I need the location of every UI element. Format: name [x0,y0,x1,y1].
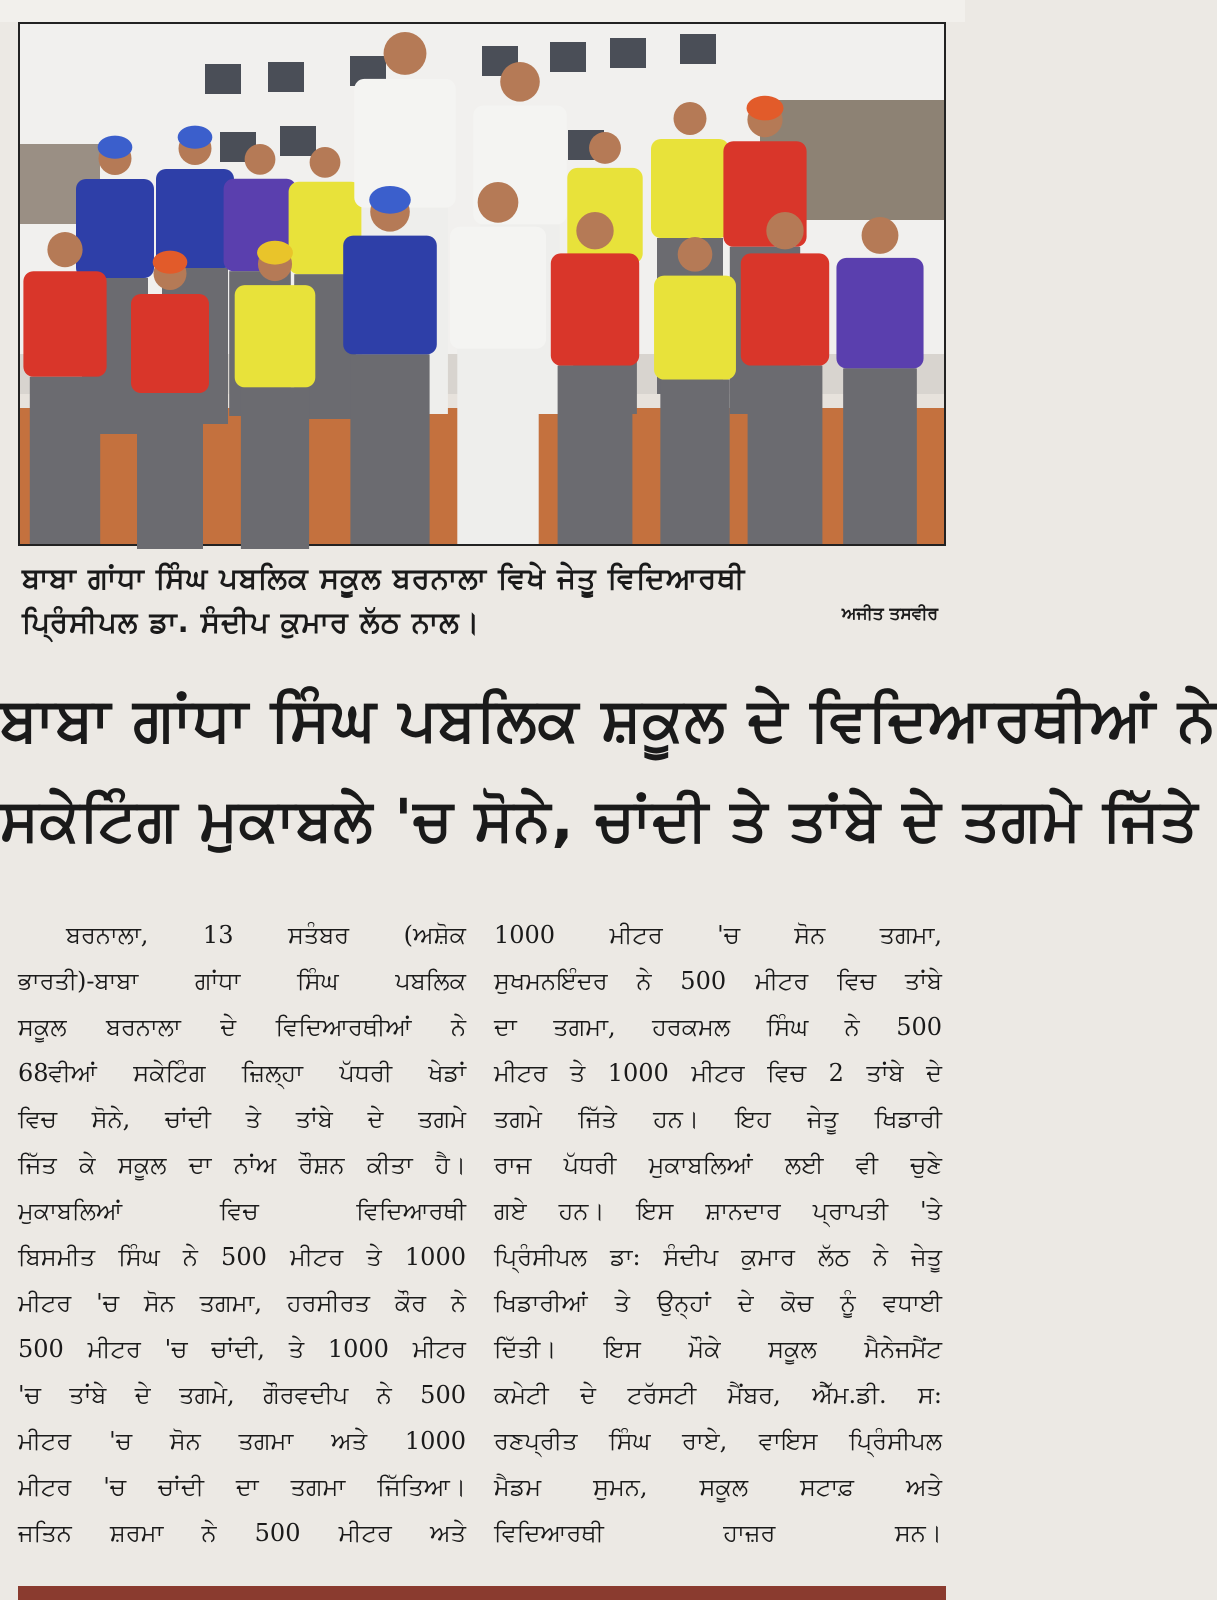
article-line: 68ਵੀਆਂ ਸਕੇਟਿੰਗ ਜ਼ਿਲ੍ਹਾ ਪੱਧਰੀ ਖੇਡਾਂ [18,1059,466,1087]
article-body [18,912,946,1592]
article-line: ਮੁਕਾਬਲਿਆਂ ਵਿਚ ਵਿਦਿਆਰਥੀ [18,1197,466,1225]
article-line: ਦਾ ਤਗਮਾ, ਹਰਕਮਲ ਸਿੰਘ ਨੇ 500 [494,1013,942,1041]
article-line: ਸਕੂਲ ਬਰਨਾਲਾ ਦੇ ਵਿਦਿਆਰਥੀਆਂ ਨੇ [18,1013,466,1041]
photo-credit: ਅਜੀਤ ਤਸਵੀਰ [841,604,938,624]
next-article-photo-edge [18,1586,946,1600]
article-line: 'ਚ ਤਾਂਬੇ ਦੇ ਤਗਮੇ, ਗੌਰਵਦੀਪ ਨੇ 500 [18,1381,466,1409]
article-line: ਜਤਿਨ ਸ਼ਰਮਾ ਨੇ 500 ਮੀਟਰ ਅਤੇ [18,1519,466,1547]
article-line: ਮੀਟਰ ਤੇ 1000 ਮੀਟਰ ਵਿਚ 2 ਤਾਂਬੇ ਦੇ [494,1059,942,1087]
person-figure [450,182,546,544]
article-line: ਤਗਮੇ ਜਿੱਤੇ ਹਨ। ਇਹ ਜੇਤੂ ਖਿਡਾਰੀ [494,1105,942,1133]
article-line: 1000 ਮੀਟਰ 'ਚ ਸੋਨ ਤਗਮਾ, [494,921,942,949]
caption-line-2: ਪ੍ਰਿੰਸੀਪਲ ਡਾ. ਸੰਦੀਪ ਕੁਮਾਰ ਲੱਠ ਨਾਲ। [22,605,481,639]
person-figure [131,251,209,549]
person-figure [23,232,106,544]
news-photo [18,22,946,546]
article-line: ਮੀਟਰ 'ਚ ਸੋਨ ਤਗਮਾ, ਹਰਸੀਰਤ ਕੌਰ ਨੇ [18,1289,466,1317]
group-photo-illustration [20,24,944,544]
article-line: ਵਿਚ ਸੋਨੇ, ਚਾਂਦੀ ਤੇ ਤਾਂਬੇ ਦੇ ਤਗਮੇ [18,1105,466,1133]
article-column-right [494,912,942,1592]
article-column-left [18,912,466,1592]
person-figure [654,237,736,544]
article-line: ਵਿਦਿਆਰਥੀ ਹਾਜ਼ਰ ਸਨ। [494,1519,942,1547]
article-line: ਕਮੇਟੀ ਦੇ ਟਰੱਸਟੀ ਮੈਂਬਰ, ਐੱਮ.ਡੀ. ਸ: [494,1381,942,1409]
article-line: ਜਿੱਤ ਕੇ ਸਕੂਲ ਦਾ ਨਾਂਅ ਰੌਸ਼ਨ ਕੀਤਾ ਹੈ। [18,1151,466,1179]
photo-caption [22,556,942,656]
headline-line-2: ਸਕੇਟਿੰਗ ਮੁਕਾਬਲੇ 'ਚ ਸੋਨੇ, ਚਾਂਦੀ ਤੇ ਤਾਂਬੇ ਦੇ ਤਗਮੇ ਜਿੱਤੇ [0,786,1199,854]
article-line: ਬਰਨਾਲਾ, 13 ਸਤੰਬਰ (ਅਸ਼ੋਕ [66,921,466,949]
person-figure [343,186,437,544]
article-line: ਰਾਜ ਪੱਧਰੀ ਮੁਕਾਬਲਿਆਂ ਲਈ ਵੀ ਚੁਣੇ [494,1151,942,1179]
article-line: ਗਏ ਹਨ। ਇਸ ਸ਼ਾਨਦਾਰ ਪ੍ਰਾਪਤੀ 'ਤੇ [494,1197,942,1225]
article-line: ਮੀਟਰ 'ਚ ਚਾਂਦੀ ਦਾ ਤਗਮਾ ਜਿੱਤਿਆ। [18,1473,466,1501]
page-top-strip [0,0,965,22]
article-line: ਮੈਡਮ ਸੁਮਨ, ਸਕੂਲ ਸਟਾਫ਼ ਅਤੇ [494,1473,942,1501]
article-line: ਰਣਪ੍ਰੀਤ ਸਿੰਘ ਰਾਏ, ਵਾਇਸ ਪ੍ਰਿੰਸੀਪਲ [494,1427,942,1455]
person-figure [741,212,829,544]
article-line: ਸੁਖਮਨਇੰਦਰ ਨੇ 500 ਮੀਟਰ ਵਿਚ ਤਾਂਬੇ [494,967,942,995]
person-figure [235,241,316,549]
person-figure [836,217,923,544]
article-line: ਖਿਡਾਰੀਆਂ ਤੇ ਉਨ੍ਹਾਂ ਦੇ ਕੋਚ ਨੂੰ ਵਧਾਈ [494,1289,942,1317]
article-line: ਬਿਸਮੀਤ ਸਿੰਘ ਨੇ 500 ਮੀਟਰ ਤੇ 1000 [18,1243,466,1271]
article-line: 500 ਮੀਟਰ 'ਚ ਚਾਂਦੀ, ਤੇ 1000 ਮੀਟਰ [18,1335,466,1363]
column-divider [480,912,481,1572]
article-line: ਪ੍ਰਿੰਸੀਪਲ ਡਾ: ਸੰਦੀਪ ਕੁਮਾਰ ਲੱਠ ਨੇ ਜੇਤੂ [494,1243,942,1271]
article-headline [0,670,1217,870]
person-figure [551,212,639,544]
article-line: ਦਿੱਤੀ। ਇਸ ਮੌਕੇ ਸਕੂਲ ਮੈਨੇਜਮੈਂਟ [494,1335,942,1363]
caption-line-1: ਬਾਬਾ ਗਾਂਧਾ ਸਿੰਘ ਪਬਲਿਕ ਸਕੂਲ ਬਰਨਾਲਾ ਵਿਖੇ ਜੇਤੂ ਵਿਦਿਆਰਥੀ [22,561,746,595]
headline-line-1: ਬਾਬਾ ਗਾਂਧਾ ਸਿੰਘ ਪਬਲਿਕ ਸ਼ਕੂਲ ਦੇ ਵਿਦਿਆਰਥੀਆਂ ਨੇ [0,685,1217,755]
article-line: ਮੀਟਰ 'ਚ ਸੋਨ ਤਗਮਾ ਅਤੇ 1000 [18,1427,466,1455]
article-line: ਭਾਰਤੀ)-ਬਾਬਾ ਗਾਂਧਾ ਸਿੰਘ ਪਬਲਿਕ [18,967,466,995]
